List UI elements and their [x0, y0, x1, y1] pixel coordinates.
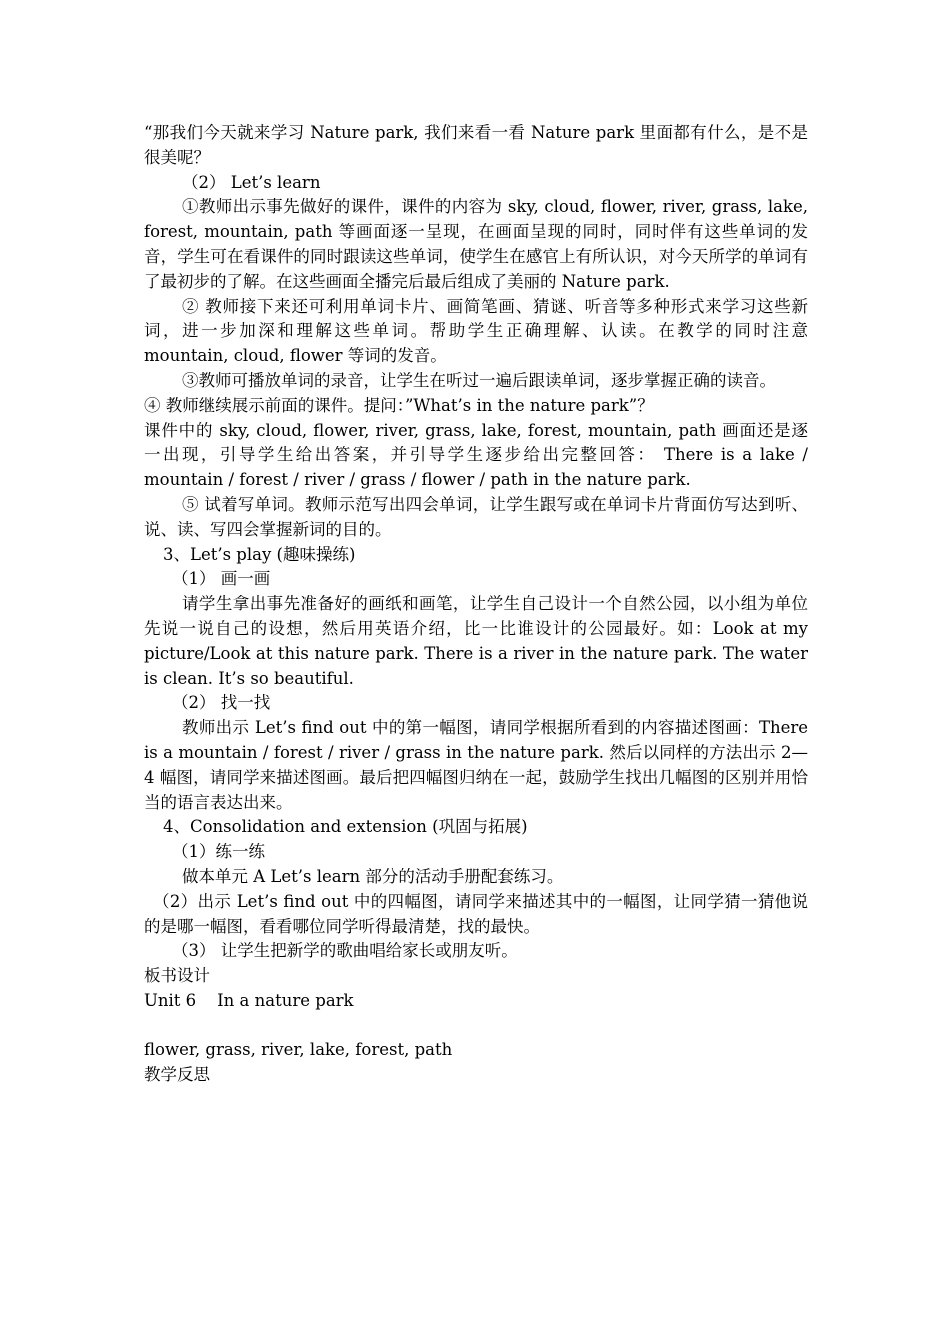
document-body: [144, 121, 814, 1088]
heading-find: （2） 找一找: [172, 693, 271, 713]
paragraph-guess: （2）出示 Let’s find out 中的四幅图，请同学来描述其中的一幅图，让同学猜一猜他说的是哪一幅图，看看哪位同学听得最清楚，找的最快。: [144, 891, 808, 936]
heading-reflection: 教学反思: [144, 1065, 210, 1085]
paragraph-step-4-detail: 课件中的 sky, cloud, flower, river, grass, lake, forest, mountain, path 画面还是逐一出现，引导学生给出答案，并引导学生逐步给出完整回答： There is a lake / mountain / forest / river / grass / flower / path in the nature park.: [144, 420, 814, 490]
paragraph-draw: 请学生拿出事先准备好的画纸和画笔，让学生自己设计一个自然公园，以小组为单位先说一说自己的设想，然后用英语介绍，比一比谁设计的公园最好。如：Look at my picture/Look at this nature park. There is a river in the nature park. The water is clean. It’s so beautiful.: [144, 594, 814, 688]
heading-lets-learn: （2） Let’s learn: [182, 172, 321, 192]
blank-line: [144, 1014, 808, 1039]
paragraph-step-4: ④ 教师继续展示前面的课件。提问：”What’s in the nature park”？: [144, 395, 654, 415]
paragraph-step-5: ⑤ 试着写单词。教师示范写出四会单词，让学生跟写或在单词卡片背面仿写达到听、说、读、写四会掌握新词的目的。: [144, 494, 808, 539]
board-word-list: flower, grass, river, lake, forest, path: [144, 1040, 453, 1060]
board-unit-title: Unit 6 In a nature park: [144, 990, 354, 1010]
heading-draw: （1） 画一画: [172, 569, 271, 589]
heading-board-design: 板书设计: [144, 966, 210, 986]
heading-consolidation: 4、Consolidation and extension (巩固与拓展): [163, 817, 528, 837]
paragraph-sing: （3） 让学生把新学的歌曲唱给家长或朋友听。: [172, 941, 518, 961]
paragraph-step-1: ①教师出示事先做好的课件，课件的内容为 sky, cloud, flower, river, grass, lake, forest, mountain, path 等画面逐一呈现，在画面呈现的同时，同时伴有这些单词的发音，学生可在看课件的同时跟读这些单词，使学生在感官上有所认识，对今天所学的单词有了最初步的了解。在这些画面全播完后最后组成了美丽的 Nature park.: [144, 197, 814, 291]
paragraph-intro: “那我们今天就来学习 Nature park, 我们来看一看 Nature park 里面都有什么，是不是很美呢？: [144, 123, 808, 167]
paragraph-practice: 做本单元 A Let’s learn 部分的活动手册配套练习。: [182, 866, 564, 886]
heading-practice: （1）练一练: [172, 842, 265, 862]
paragraph-find: 教师出示 Let’s find out 中的第一幅图，请同学根据所看到的内容描述图画：There is a mountain / forest / river / grass in the nature park. 然后以同样的方法出示 2—4 幅图，请同学来描述图画。最后把四幅图归纳在一起，鼓励学生找出几幅图的区别并用恰当的语言表达出来。: [144, 718, 814, 812]
paragraph-step-3: ③教师可播放单词的录音，让学生在听过一遍后跟读单词，逐步掌握正确的读音。: [182, 370, 776, 390]
heading-lets-play: 3、Let’s play (趣味操练): [163, 544, 356, 564]
paragraph-step-2: ② 教师接下来还可利用单词卡片、画简笔画、猜谜、听音等多种形式来学习这些新词，进一步加深和理解这些单词。帮助学生正确理解、认读。在教学的同时注意 mountain, cloud, flower 等词的发音。: [144, 296, 814, 366]
